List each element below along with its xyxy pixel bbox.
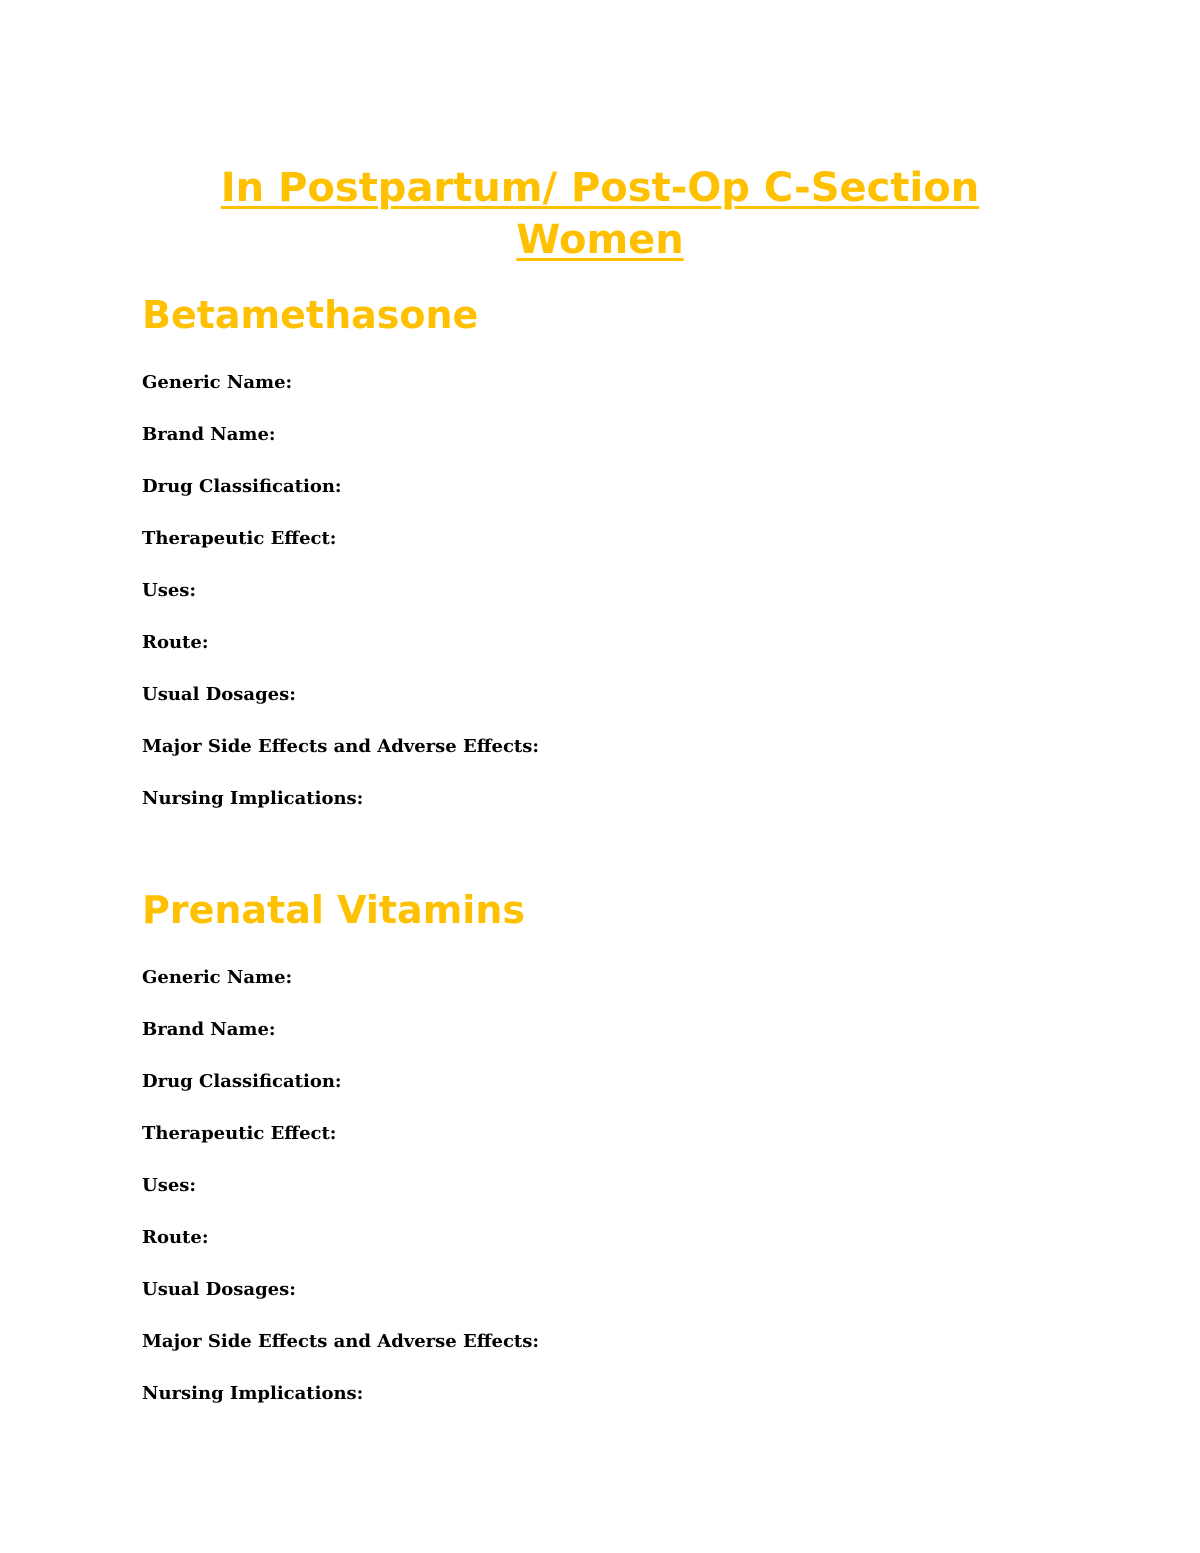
field-route: Route: xyxy=(142,632,209,653)
field-uses: Uses: xyxy=(142,1175,197,1196)
drug-heading-betamethasone: Betamethasone xyxy=(142,293,479,337)
field-drug-classification: Drug Classification: xyxy=(142,476,342,497)
field-usual-dosages: Usual Dosages: xyxy=(142,684,296,705)
field-nursing-implications: Nursing Implications: xyxy=(142,1383,364,1404)
field-side-effects: Major Side Effects and Adverse Effects: xyxy=(142,1331,540,1352)
field-brand-name: Brand Name: xyxy=(142,424,276,445)
field-brand-name: Brand Name: xyxy=(142,1019,276,1040)
document-title-line-2: Women xyxy=(516,217,684,263)
field-side-effects: Major Side Effects and Adverse Effects: xyxy=(142,736,540,757)
field-therapeutic-effect: Therapeutic Effect: xyxy=(142,528,337,549)
field-generic-name: Generic Name: xyxy=(142,372,293,393)
field-list-betamethasone xyxy=(142,372,539,840)
field-drug-classification: Drug Classification: xyxy=(142,1071,342,1092)
document-title xyxy=(150,162,1050,266)
field-generic-name: Generic Name: xyxy=(142,967,293,988)
field-list-prenatal-vitamins xyxy=(142,967,539,1435)
field-usual-dosages: Usual Dosages: xyxy=(142,1279,296,1300)
drug-heading-prenatal-vitamins: Prenatal Vitamins xyxy=(142,888,525,932)
document-title-line-1: In Postpartum/ Post-Op C-Section xyxy=(220,165,980,211)
field-uses: Uses: xyxy=(142,580,197,601)
field-nursing-implications: Nursing Implications: xyxy=(142,788,364,809)
field-therapeutic-effect: Therapeutic Effect: xyxy=(142,1123,337,1144)
field-route: Route: xyxy=(142,1227,209,1248)
